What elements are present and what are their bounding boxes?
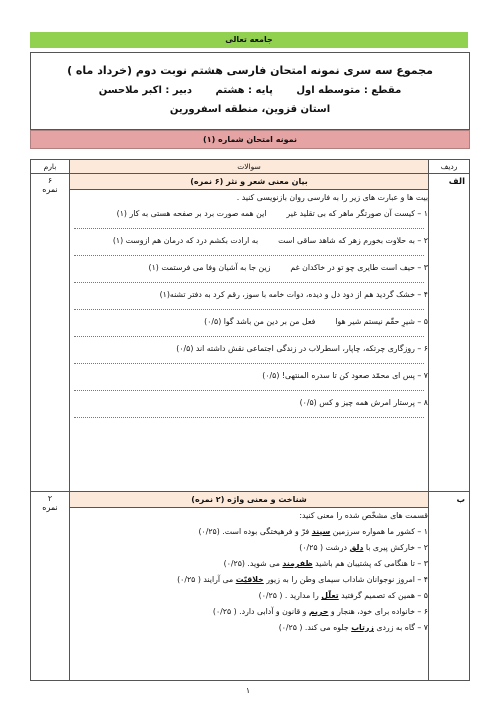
- question-1: ۱ – کیست آن صورتگر ماهر که بی تقلید غیراین همه صورت برد بر صفحه هستی به کار (۱): [116, 209, 428, 218]
- section2-title: شناخت و معنی واژه (۲ نمره): [70, 492, 429, 508]
- level-label: مقطع : متوسطه اول: [296, 85, 402, 96]
- vocab-item-4: ۴ – امروز نوجوانان شاداب سیمای وطن را به زیور خلاقیّت می آرایند ( ۰/۲۵): [177, 575, 428, 584]
- section1-title: بیان معنی شعر و نثر (۶ نمره): [70, 174, 429, 190]
- section2-label: ب: [429, 492, 470, 681]
- question-4: ۴ – خشک گردید هم از دود دل و دیده، دوات خامه با سوز، رقم کرد به دفتر تشنه(۱): [159, 290, 428, 299]
- section1-instruction: بیت ها و عبارت های زیر را به فارسی روان بازنویسی کنید .: [236, 193, 428, 202]
- answer-line: [74, 384, 424, 391]
- section1-score-value: ۶: [47, 176, 53, 185]
- section2-score-value: ۲: [47, 494, 53, 503]
- section2-score: [31, 492, 70, 681]
- vocab-item-2: ۲ – خارکش پیری با دلق درشت ( ۰/۲۵): [299, 543, 428, 552]
- vocab-item-3: ۳ – تا هنگامی که پشتیبان هم باشید ظفرمند می شوید. (۰/۲۵): [223, 559, 428, 568]
- section2-score-unit: نمره: [42, 503, 58, 512]
- section1-body: [70, 190, 429, 492]
- top-banner: جامعه تعالی: [30, 32, 468, 48]
- answer-line: [74, 222, 424, 229]
- section1-label: الف: [429, 174, 470, 492]
- vocab-item-7: ۷ – گاه به زردی زرتاب جلوه می کند. ( ۰/۲۵): [278, 623, 428, 632]
- questions-table: [30, 159, 470, 681]
- exam-main-title: مجموع سه سری نمونه امتحان فارسی هشتم نوبت دوم (خرداد ماه ): [67, 64, 433, 77]
- exam-info-line: [31, 85, 469, 96]
- teacher-label: دبیر : اکبر ملاحسن: [98, 85, 193, 96]
- vocab-item-5: ۵ – همین که تصمیم گرفتید تعلّل را مدارید . ( ۰/۲۵): [258, 591, 428, 600]
- answer-line: [74, 357, 424, 364]
- exam-header: [30, 52, 470, 130]
- answer-line: [74, 276, 424, 283]
- section1-score-unit: نمره: [42, 185, 58, 194]
- question-3: ۳ – حیف است طایری چو تو در خاکدان غمزین جا به آشیان وفا می فرستمت (۱): [148, 263, 428, 272]
- location-label: استان قزوین، منطقه اسفرورین: [169, 104, 331, 115]
- exam-number-bar: نمونه امتحان شماره (۱): [30, 130, 470, 149]
- question-6: ۶ – روزگاری چرتکه، چاپار، اسطرلاب در زندگی اجتماعی نقش داشته اند (۰/۵): [176, 344, 428, 353]
- questions-header: سوالات: [70, 160, 429, 174]
- question-5: ۵ – شیرِ حقّم نیستم شیر هوافعل من بر دین من باشد گوا (۰/۵): [204, 317, 428, 326]
- vocab-item-6: ۶ – خانواده برای خود، هنجار و حریم و قانون و آدابی دارد. ( ۰/۲۵): [212, 607, 428, 616]
- row-header: ردیف: [429, 160, 470, 174]
- section1-score: [31, 174, 70, 492]
- score-header: بارم: [31, 160, 70, 174]
- section2-instruction: قسمت های مشخّص شده را معنی کنید:: [299, 511, 428, 520]
- section2-body: [70, 508, 429, 681]
- question-8: ۸ – پرستار امرش همه چیز و کس (۰/۵): [299, 398, 428, 407]
- page-number: ۱: [245, 686, 251, 695]
- answer-line: [74, 411, 424, 418]
- question-7: ۷ – پس ای محمّد صعود کن تا سدره المنتهی! (۰/۵): [262, 371, 428, 380]
- answer-line: [74, 303, 424, 310]
- vocab-item-1: ۱ – کشور ما همواره سرزمین سپند فرّ و فرهیختگی بوده است. (۰/۲۵): [198, 527, 428, 536]
- answer-line: [74, 249, 424, 256]
- question-2: ۲ – به حلاوت بخورم زهر که شاهد ساقی استبه ارادت بکشم درد که درمان هم ازوست (۱): [112, 236, 428, 245]
- answer-line: [74, 330, 424, 337]
- grade-label: پایه : هشتم: [215, 85, 273, 96]
